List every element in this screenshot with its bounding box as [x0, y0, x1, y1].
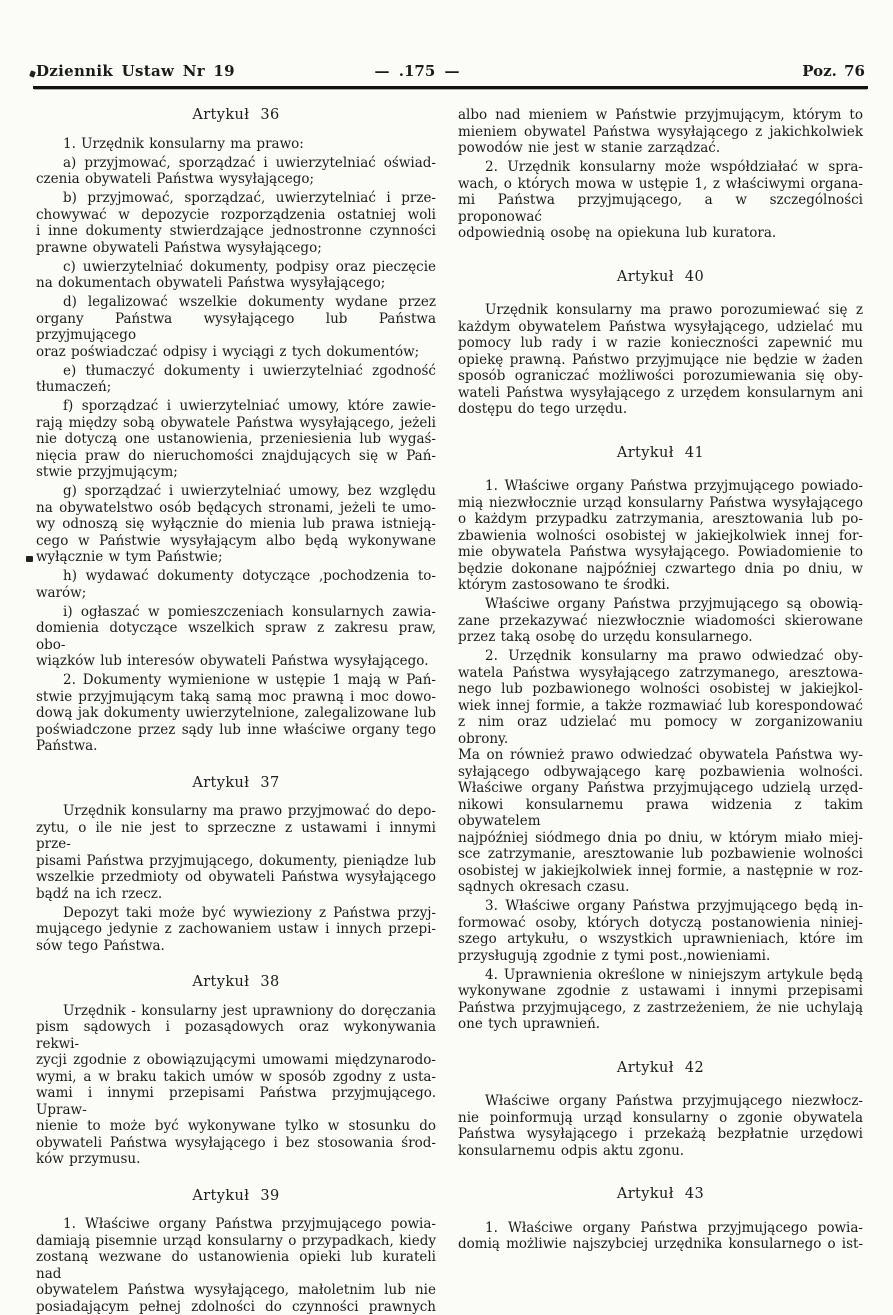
scan-speck [26, 556, 33, 562]
text-line: 2. Urzędnik konsularny ma prawo odwiedzać oby- [458, 648, 863, 665]
text-line: Depozyt taki może być wywieziony z Państwa przyj- [36, 905, 436, 922]
text-line: Państwa. [36, 738, 436, 755]
text-line: posiadającym pełnej zdolności do czynności prawnych [36, 1299, 436, 1315]
text-line: Właściwe organy Państwa przyjmującego udzielą urzęd- [458, 780, 863, 797]
text-line: f) sporządzać i uwierzytelniać umowy, które zawie- [36, 398, 436, 415]
text-line: i inne dokumenty stwierdzające jednostronne czynności [36, 223, 436, 240]
position-number: Poz. 76 [802, 62, 865, 80]
text-line: syłającego odbywającego karę pozbawienia wolności. [458, 764, 863, 781]
text-line: którym zastosowano te środki. [458, 577, 863, 594]
left-column [36, 107, 436, 1315]
text-line: tłumaczeń; [36, 379, 436, 396]
text-line: rają między sobą obywatele Państwa wysyłającego, jeżeli [36, 415, 436, 432]
text-line: pisami Państwa przyjmującego, dokumenty, pieniądze lub [36, 853, 436, 870]
paragraph [458, 1093, 863, 1159]
paragraph [36, 259, 436, 292]
text-line: mi Państwa przyjmującego, a w szczególności proponować [458, 192, 863, 225]
text-line: Państwa przyjmującego, z zastrzeżeniem, że nie uchylają [458, 1000, 863, 1017]
text-line: wiązków lub interesów obywateli Państwa wysyłającego. [36, 653, 436, 670]
text-line: sce zatrzymanie, aresztowanie lub pozbawienie wolności [458, 846, 863, 863]
text-line: wyłącznie w tym Państwie; [36, 549, 436, 566]
text-line: Urzędnik konsularny ma prawo przyjmować do depo- [36, 803, 436, 820]
text-line: o każdym przypadku zatrzymania, aresztowania lub po- [458, 511, 863, 528]
text-line: 2. Dokumenty wymienione w ustępie 1 mają w Pań- [36, 672, 436, 689]
text-line: stwie przyjmującym; [36, 464, 436, 481]
text-line: nie dotyczą one ustanowienia, przeniesienia lub wygaś- [36, 431, 436, 448]
text-line: chowywać w depozycie rozporządzenia ostatniej woli [36, 207, 436, 224]
text-line: z nim oraz udzielać mu pomocy w zorganizowaniu obrony. [458, 714, 863, 747]
paragraph [36, 155, 436, 188]
paragraph [36, 136, 436, 153]
text-line: nienie to może być wykonywane tylko w stosunku do [36, 1118, 436, 1135]
text-line: konsularnemu odpis aktu zgonu. [458, 1143, 863, 1160]
text-line: dową jak dokumenty uwierzytelnione, zalegalizowane lub [36, 705, 436, 722]
text-line: b) przyjmować, sporządzać, uwierzytelniać i prze- [36, 190, 436, 207]
article-heading: Artykuł 36 [36, 107, 436, 124]
paragraph [36, 672, 436, 755]
text-line: mią niezwłocznie urząd konsularny Państwa wysyłającego [458, 495, 863, 512]
text-line: przysługują zgodnie z tymi post.,nowieniami. [458, 948, 863, 965]
text-line: a) przyjmować, sporządzać i uwierzytelniać oświad- [36, 155, 436, 172]
text-line: 1. Właściwe organy Państwa przyjmującego powia- [36, 1216, 436, 1233]
text-line: 1. Właściwe organy Państwa przyjmującego powia- [458, 1220, 863, 1237]
paragraph [458, 302, 863, 418]
paragraph [36, 803, 436, 902]
text-line: obywateli Państwa wysyłającego i bez stosowania środ- [36, 1135, 436, 1152]
article-heading: Artykuł 42 [458, 1060, 863, 1077]
text-line: nikowi konsularnemu prawa widzenia z takim obywatelem [458, 797, 863, 830]
paragraph [458, 159, 863, 242]
text-line: sów tego Państwa. [36, 938, 436, 955]
text-line: bądź na ich rzecz. [36, 886, 436, 903]
text-line: g) sporządzać i uwierzytelniać umowy, bez względu [36, 483, 436, 500]
paragraph [36, 190, 436, 256]
text-line: wy odnoszą się wyłącznie do mienia lub prawa istnieją- [36, 516, 436, 533]
text-line: każdym obywatelem Państwa wysyłającego, udzielać mu [458, 319, 863, 336]
article-heading: Artykuł 39 [36, 1188, 436, 1205]
text-line: najpóźniej siódmego dnia po dniu, w którym miało miej- [458, 830, 863, 847]
text-line: Ma on również prawo odwiedzać obywatela Państwa wy- [458, 747, 863, 764]
paragraph [458, 648, 863, 896]
text-line: poświadczone przez sądy lub inne właściwe organy tego [36, 722, 436, 739]
text-line: powodów nie jest w stanie zarządzać. [458, 140, 863, 157]
text-line: wykonywane zgodnie z ustawami i innymi przepisami [458, 983, 863, 1000]
text-line: nie poinformują urząd konsularny o zgonie obywatela [458, 1110, 863, 1127]
text-line: damiają pisemnie urząd konsularny o przypadkach, kiedy [36, 1233, 436, 1250]
paragraph [36, 568, 436, 601]
text-line: zytu, o ile nie jest to sprzeczne z ustawami i innymi prze- [36, 820, 436, 853]
paragraph [36, 363, 436, 396]
right-column [458, 107, 863, 1315]
text-line: pism sądowych i pozasądowych oraz wykonywania rekwi- [36, 1019, 436, 1052]
text-line: szego artykułu, o wszystkich uprawnieniach, które im [458, 931, 863, 948]
text-line: cego w Państwie wysyłającym albo będą wykonywane [36, 533, 436, 550]
text-line: zbawienia wolności osobistej w jakiejkolwiek innej for- [458, 528, 863, 545]
text-line: 1. Urzędnik konsularny ma prawo: [36, 136, 436, 153]
text-line: czenia obywateli Państwa wysyłającego; [36, 171, 436, 188]
text-line: albo nad mieniem w Państwie przyjmującym, którym to [458, 107, 863, 124]
text-line: sposób ograniczać możliwości porozumiewania się oby- [458, 368, 863, 385]
text-line: dostępu do tego urzędu. [458, 401, 863, 418]
text-line: formować osoby, których dotyczą postanowienia niniej- [458, 915, 863, 932]
text-line: na dokumentach obywateli Państwa wysyłającego; [36, 275, 436, 292]
article-heading: Artykuł 38 [36, 974, 436, 991]
text-line: ków przymusu. [36, 1151, 436, 1168]
text-line: Urzędnik - konsularny jest uprawniony do doręczania [36, 1003, 436, 1020]
text-line: i) ogłaszać w pomieszczeniach konsularnych zawia- [36, 604, 436, 621]
text-line: mie obywatela Państwa wysyłającego. Powiadomienie to [458, 544, 863, 561]
text-line: 4. Uprawnienia określone w niniejszym artykule będą [458, 967, 863, 984]
text-line: odpowiednią osobę na opiekuna lub kuratora. [458, 225, 863, 242]
text-line: mującego jedynie z zachowaniem ustaw i innych przepi- [36, 921, 436, 938]
text-line: wiek innej formie, a także rozmawiać lub korespondować [458, 698, 863, 715]
text-line: 1. Właściwe organy Państwa przyjmującego powiado- [458, 478, 863, 495]
paragraph [458, 1220, 863, 1253]
paragraph [36, 1216, 436, 1315]
paragraph [458, 478, 863, 594]
text-line: d) legalizować wszelkie dokumenty wydane przez [36, 294, 436, 311]
journal-title: Dziennik Ustaw Nr 19 [36, 62, 235, 80]
text-line: Państwa wysyłającego i przekażą bezpłatnie urzędowi [458, 1126, 863, 1143]
article-heading: Artykuł 37 [36, 775, 436, 792]
text-line: domią możliwie najszybciej urzędnika konsularnego o ist- [458, 1236, 863, 1253]
page-header [0, 0, 893, 82]
text-line: prawne obywateli Państwa wysyłającego; [36, 240, 436, 257]
text-line: wateli Państwa wysyłającego z urzędem konsularnym ani [458, 385, 863, 402]
text-line: 3. Właściwe organy Państwa przyjmującego będą in- [458, 898, 863, 915]
text-line: osobistej w jakiejkolwiek innej formie, a następnie w roz- [458, 863, 863, 880]
text-line: przez taką osobę do urzędu konsularnego. [458, 629, 863, 646]
text-line: stwie przyjmującym taką samą moc prawną i moc dowo- [36, 689, 436, 706]
text-line: domienia dotyczące wszelkich spraw z zakresu praw, obo- [36, 620, 436, 653]
paragraph [36, 1003, 436, 1168]
paragraph [36, 604, 436, 670]
text-line: zane przekazywać niezwłocznie wiadomości skierowane [458, 613, 863, 630]
paragraph [458, 596, 863, 646]
text-line: wami i innymi przepisami Państwa przyjmującego. Upraw- [36, 1085, 436, 1118]
text-line: będzie dokonane najpóźniej czwartego dnia po dniu, w [458, 561, 863, 578]
page-number: — .175 — [375, 62, 460, 80]
text-line: opiekę prawną. Państwo przyjmujące nie będzie w żaden [458, 352, 863, 369]
text-line: zycji zgodnie z obowiązującymi umowami międzynarodo- [36, 1052, 436, 1069]
text-line: e) tłumaczyć dokumenty i uwierzytelniać zgodność [36, 363, 436, 380]
article-heading: Artykuł 41 [458, 445, 863, 462]
paragraph [36, 905, 436, 955]
text-line: Właściwe organy Państwa przyjmującego niezwłocz- [458, 1093, 863, 1110]
text-line: h) wydawać dokumenty dotyczące ,pochodzenia to- [36, 568, 436, 585]
text-line: nięcia praw do nieruchomości znajdujących się w Pań- [36, 448, 436, 465]
paragraph [458, 967, 863, 1033]
text-line: one tych uprawnień. [458, 1016, 863, 1033]
text-line: nego lub pozbawionego wolności osobistej w jakiejkol- [458, 681, 863, 698]
paragraph [458, 107, 863, 157]
text-line: warów; [36, 585, 436, 602]
paragraph [458, 898, 863, 964]
paragraph [36, 294, 436, 360]
text-line: zostaną wezwane do ustanowienia opieki lub kurateli nad [36, 1249, 436, 1282]
article-heading: Artykuł 40 [458, 269, 863, 286]
text-columns [0, 89, 893, 1315]
text-line: obywatelem Państwa wysyłającego, małoletnim lub nie [36, 1282, 436, 1299]
text-line: wszelkie przedmioty od obywateli Państwa wysyłającego [36, 869, 436, 886]
text-line: watela Państwa wysyłającego zatrzymanego, aresztowa- [458, 665, 863, 682]
text-line: pomocy lub rady i w razie konieczności zapewnić mu [458, 335, 863, 352]
text-line: wymi, a w braku takich umów w sposób zgodny z usta- [36, 1069, 436, 1086]
text-line: 2. Urzędnik konsularny może współdziałać w spra- [458, 159, 863, 176]
text-line: organy Państwa wysyłającego lub Państwa przyjmującego [36, 311, 436, 344]
paragraph [36, 398, 436, 481]
text-line: Właściwe organy Państwa przyjmującego są obowią- [458, 596, 863, 613]
text-line: sądnych okresach czasu. [458, 879, 863, 896]
article-heading: Artykuł 43 [458, 1186, 863, 1203]
paragraph [36, 483, 436, 566]
text-line: mieniem obywatel Państwa wysyłającego z jakichkolwiek [458, 124, 863, 141]
text-line: c) uwierzytelniać dokumenty, podpisy oraz pieczęcie [36, 259, 436, 276]
text-line: Urzędnik konsularny ma prawo porozumiewać się z [458, 302, 863, 319]
text-line: wach, o których mowa w ustępie 1, z właściwymi organa- [458, 176, 863, 193]
text-line: na obywatelstwo osób będących stronami, jeżeli te umo- [36, 500, 436, 517]
text-line: oraz poświadczać odpisy i wyciągi z tych dokumentów; [36, 344, 436, 361]
